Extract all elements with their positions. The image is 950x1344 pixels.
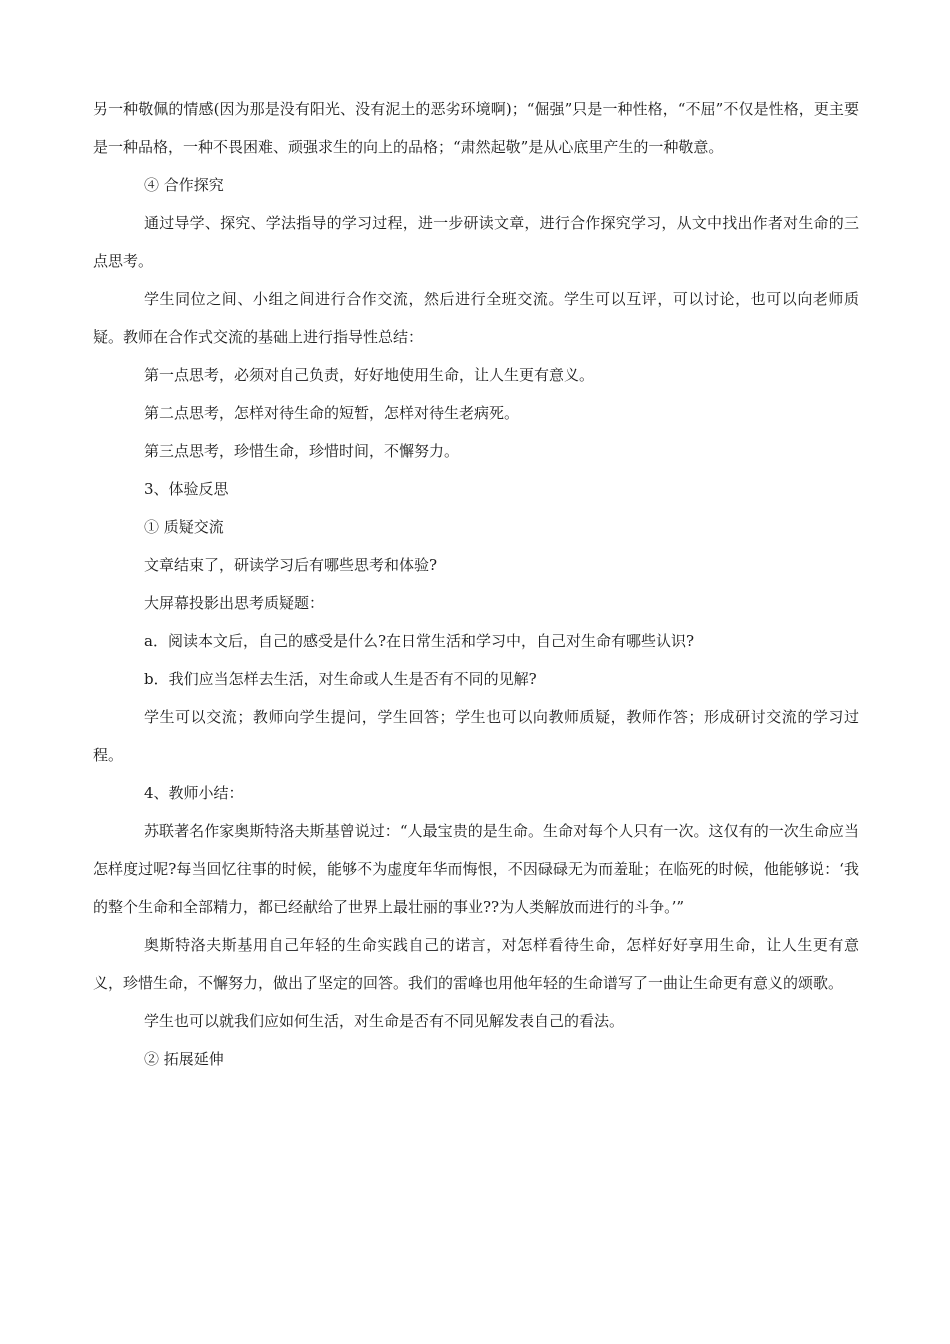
paragraph-11: 大屏幕投影出思考质疑题： [144,594,325,612]
section-heading-question-exchange: ① 质疑交流 [144,518,224,536]
document-page [93,90,859,1078]
section-heading-reflection: 3、体验反思 [144,480,229,498]
thought-point-3: 第三点思考，珍惜生命，珍惜时间，不懈努力。 [144,442,460,460]
paragraph-10: 文章结束了，研读学习后有哪些思考和体验? [144,556,438,574]
paragraph-18: 学生也可以就我们应如何生活，对生命是否有不同见解发表自己的看法。 [144,1012,625,1030]
paragraph-4: 学生同位之间、小组之间进行合作交流，然后进行全班交流。学生可以互评，可以讨论，也可以向老师质疑。教师在合作式交流的基础上进行指导性总结： [93,290,859,346]
paragraph-14: 学生可以交流；教师向学生提问，学生回答；学生也可以向教师质疑，教师作答；形成研讨交流的学习过程。 [93,708,859,764]
section-heading-teacher-summary: 4、教师小结： [144,784,244,802]
paragraph-3: 通过导学、探究、学法指导的学习过程，进一步研读文章，进行合作探究学习，从文中找出作者对生命的三点思考。 [93,214,859,270]
thought-point-1: 第一点思考，必须对自己负责，好好地使用生命，让人生更有意义。 [144,366,595,384]
section-heading-extension: ② 拓展延伸 [144,1050,224,1068]
thought-point-2: 第二点思考，怎样对待生命的短暂，怎样对待生老病死。 [144,404,520,422]
paragraph-17: 奥斯特洛夫斯基用自己年轻的生命实践自己的诺言，对怎样看待生命，怎样好好享用生命，让人生更有意义，珍惜生命，不懈努力，做出了坚定的回答。我们的雷峰也用他年轻的生命谱写了一曲让生命更有意义的颂歌。 [93,936,859,992]
paragraph-1: 另一种敬佩的情感(因为那是没有阳光、没有泥土的恶劣环境啊)；“倔强”只是一种性格，“不屈”不仅是性格，更主要是一种品格，一种不畏困难、顽强求生的向上的品格；“肃然起敬”是从心底里产生的一种敬意。 [93,100,859,156]
section-heading-cooperative-inquiry: ④ 合作探究 [144,176,224,194]
quote-paragraph: 苏联著名作家奥斯特洛夫斯基曾说过：“人最宝贵的是生命。生命对每个人只有一次。这仅有的一次生命应当怎样度过呢?每当回忆往事的时候，能够不为虚度年华而悔恨，不因碌碌无为而羞耻；在临死的时候，他能够说：‘我的整个生命和全部精力，都已经献给了世界上最壮丽的事业??为人类解放而进行的斗争。’” [93,822,859,916]
question-a: a．阅读本文后，自己的感受是什么?在日常生活和学习中，自己对生命有哪些认识? [144,632,695,650]
question-b: b．我们应当怎样去生活，对生命或人生是否有不同的见解? [144,670,537,688]
